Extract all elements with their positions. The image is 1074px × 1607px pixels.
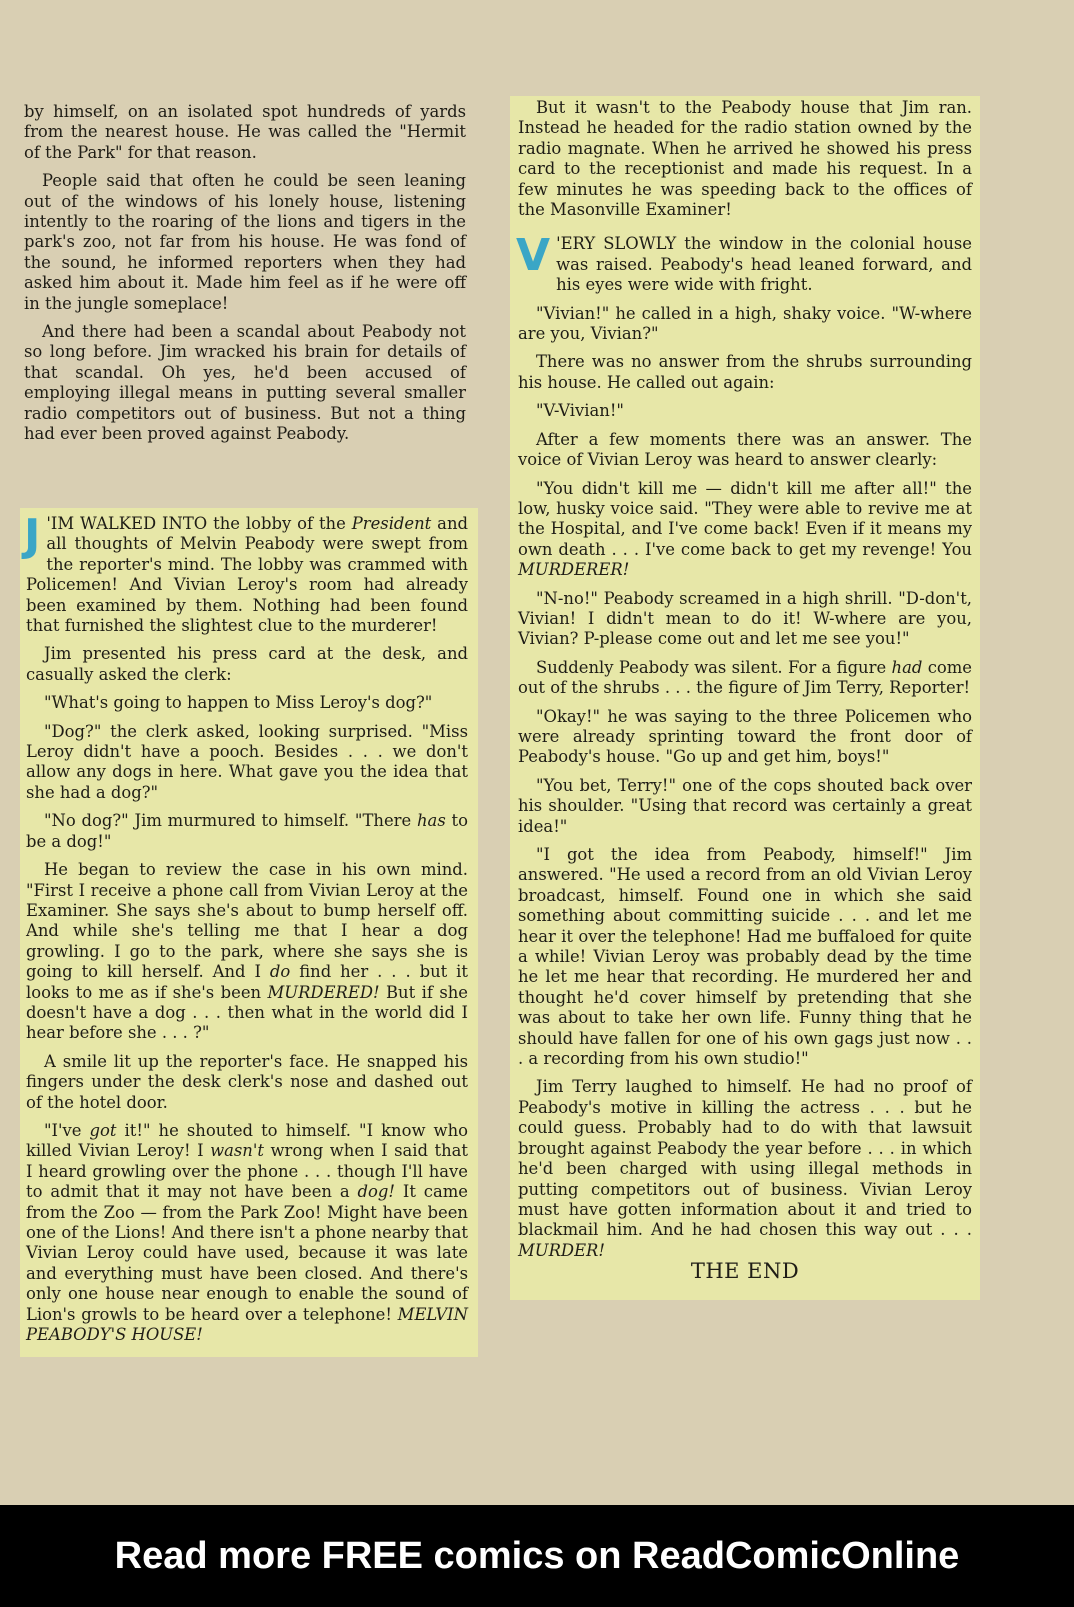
- paragraph: People said that often he could be seen leaning out of the windows of his lonely house, listening intently to the roaring of the lions and tigers in the park's zoo, not far from his house. He was fond of the sound, he informed reporters when they had asked him about it. Made him feel as if he were off in the jungle someplace!: [24, 171, 466, 313]
- paragraph: [24, 510, 469, 636]
- paragraph: [518, 1077, 972, 1261]
- paragraph: But it wasn't to the Peabody house that Jim ran. Instead he headed for the radio station owned by the radio magnate. When he arrived he showed his press card to the receptionist and made his request. In a few minutes he was speeding back to the offices of the Masonville Examiner!: [518, 98, 972, 220]
- paragraph: "V-Vivian!": [536, 401, 624, 421]
- text-run: "I've: [44, 1120, 90, 1140]
- text-italic: MURDERED!: [267, 982, 380, 1002]
- text-run: wrong when I said that I heard growling over the phone . . . though I'll have to admit that it may not have been a: [26, 1141, 468, 1202]
- paragraph: "Vivian!" he called in a high, shaky voice. "W-where are you, Vivian?": [518, 303, 972, 344]
- text-italic: had: [891, 657, 923, 677]
- paragraph: by himself, on an isolated spot hundreds of yards from the nearest house. He was called the "Hermit of the Park" for that reason.: [24, 102, 466, 162]
- paragraph: After a few moments there was an answer. The voice of Vivian Leroy was heard to answer clearly:: [518, 429, 972, 470]
- the-end-label: THE END: [690, 1259, 800, 1284]
- paragraph: [516, 230, 972, 295]
- text-run: It came from the Zoo — from the Park Zoo! Might have been one of the Lions! And there isn't a phone nearby that Vivian Leroy could have used, because it was late and everything must have been closed. And there's only one house near enough to enable the sound of Lion's growls to be heard over a telephone!: [26, 1182, 468, 1324]
- text-run: 'ERY SLOWLY the window in the colonial house was raised. Peabody's head leaned forward, and his eyes were wide with fright.: [556, 234, 972, 295]
- paragraph: [26, 1121, 468, 1345]
- text-italic: got: [89, 1120, 117, 1140]
- text-run: come out of the shrubs . . . the figure of Jim Terry, Reporter!: [518, 657, 972, 698]
- right-column: [510, 96, 980, 1300]
- paragraph: And there had been a scandal about Peabody not so long before. Jim wracked his brain for details of that scandal. Oh yes, he'd been accused of employing illegal means in putting several smaller radio competitors out of business. But not a thing had ever been proved against Peabody.: [24, 322, 466, 444]
- text-run: Suddenly Peabody was silent. For a figure: [536, 657, 892, 677]
- text-italic: has: [417, 811, 446, 831]
- text-italic: MELVIN PEABODY'S HOUSE!: [26, 1304, 468, 1345]
- text-italic: MURDERER!: [518, 560, 630, 580]
- left-column-bottom: [20, 508, 478, 1357]
- text-run: 'IM WALKED INTO the lobby of the: [46, 514, 352, 533]
- text-run: "No dog?" Jim murmured to himself. "There: [44, 811, 417, 831]
- paragraph: "N-no!" Peabody screamed in a high shrill. "D-don't, Vivian! I didn't mean to do it! W-where are you, Vivian? P-please come out and let me see you!": [518, 588, 972, 649]
- drop-cap: J: [24, 510, 41, 561]
- text-run: find her . . . but it looks to me as if she's been: [26, 962, 468, 1002]
- text-run: He began to review the case in his own mind. "First I receive a phone call from Vivian Leroy at the Examiner. She says she's about to bump herself off. And while she's telling me that I hear a dog growling. I go to the park, where she says she is going to kill herself. And I: [26, 860, 468, 982]
- paragraph: A smile lit up the reporter's face. He snapped his fingers under the desk clerk's nose and dashed out of the hotel door.: [26, 1051, 468, 1112]
- text-italic: do: [269, 962, 291, 982]
- text-run: Jim Terry laughed to himself. He had no proof of Peabody's motive in killing the actress . . . but he could guess. Probably had to do with that lawsuit brought against Peabody the year before . . . in which he'd been charged with using illegal methods in putting competitors out of business. Vivian Leroy must have gotten information about it and tried to blackmail him. And he had chosen this way out . . .: [518, 1077, 972, 1240]
- text-run: it!" he shouted to himself. "I know who killed Vivian Leroy! I: [26, 1120, 468, 1161]
- text-italic: MURDER!: [518, 1240, 605, 1260]
- drop-cap: V: [516, 230, 551, 282]
- text-italic: President: [351, 514, 432, 533]
- paragraph: "Dog?" the clerk asked, looking surprised. "Miss Leroy didn't have a pooch. Besides . . . we don't allow any dogs in here. What gave you the idea that she had a dog?": [26, 721, 468, 802]
- promo-banner[interactable]: Read more FREE comics on ReadComicOnline: [0, 1505, 1074, 1607]
- text-run: But if she doesn't have a dog . . . then what in the world did I hear before she . . . ?": [26, 982, 469, 1043]
- paragraph: Jim presented his press card at the desk, and casually asked the clerk:: [26, 644, 468, 684]
- paragraph: "What's going to happen to Miss Leroy's dog?": [44, 693, 433, 713]
- text-run: to be a dog!": [26, 811, 468, 851]
- left-column-top: [20, 102, 472, 455]
- paragraph: "Okay!" he was saying to the three Policemen who were already sprinting toward the front door of Peabody's house. "Go up and get him, boys!": [518, 706, 972, 767]
- paragraph: "You bet, Terry!" one of the cops shouted back over his shoulder. "Using that record was certainly a great idea!": [518, 775, 972, 836]
- text-run: "You didn't kill me — didn't kill me after all!" the low, husky voice said. "They were able to revive me at the Hospital, and I've come back! Even if it means my own death . . . I've come back to get my revenge! You: [518, 478, 972, 559]
- text-italic: dog!: [357, 1182, 395, 1202]
- paragraph: [26, 811, 468, 852]
- paragraph: [26, 860, 468, 1044]
- paragraph: "I got the idea from Peabody, himself!" Jim answered. "He used a record from an old Vivian Leroy broadcast, himself. Found one in which she said something about committing suicide . . . and let me hear it over the telephone! Had me buffaloed for quite a while! Vivian Leroy was probably dead by the time he let me hear that recording. He murdered her and thought he'd cover himself by pretending that she was about to take her own life. Funny thing that he should have fallen for one of his own gags just now . . . a recording from his own studio!": [518, 845, 972, 1069]
- paragraph: There was no answer from the shrubs surrounding his house. He called out again:: [518, 352, 972, 392]
- paragraph: [518, 479, 972, 581]
- text-run: and all thoughts of Melvin Peabody were swept from the reporter's mind. The lobby was crammed with Policemen! And Vivian Leroy's room had already been examined by them. Nothing had been found that furnished the slightest clue to the murderer!: [26, 514, 469, 636]
- text-italic: wasn't: [210, 1141, 264, 1161]
- paragraph: [518, 658, 972, 699]
